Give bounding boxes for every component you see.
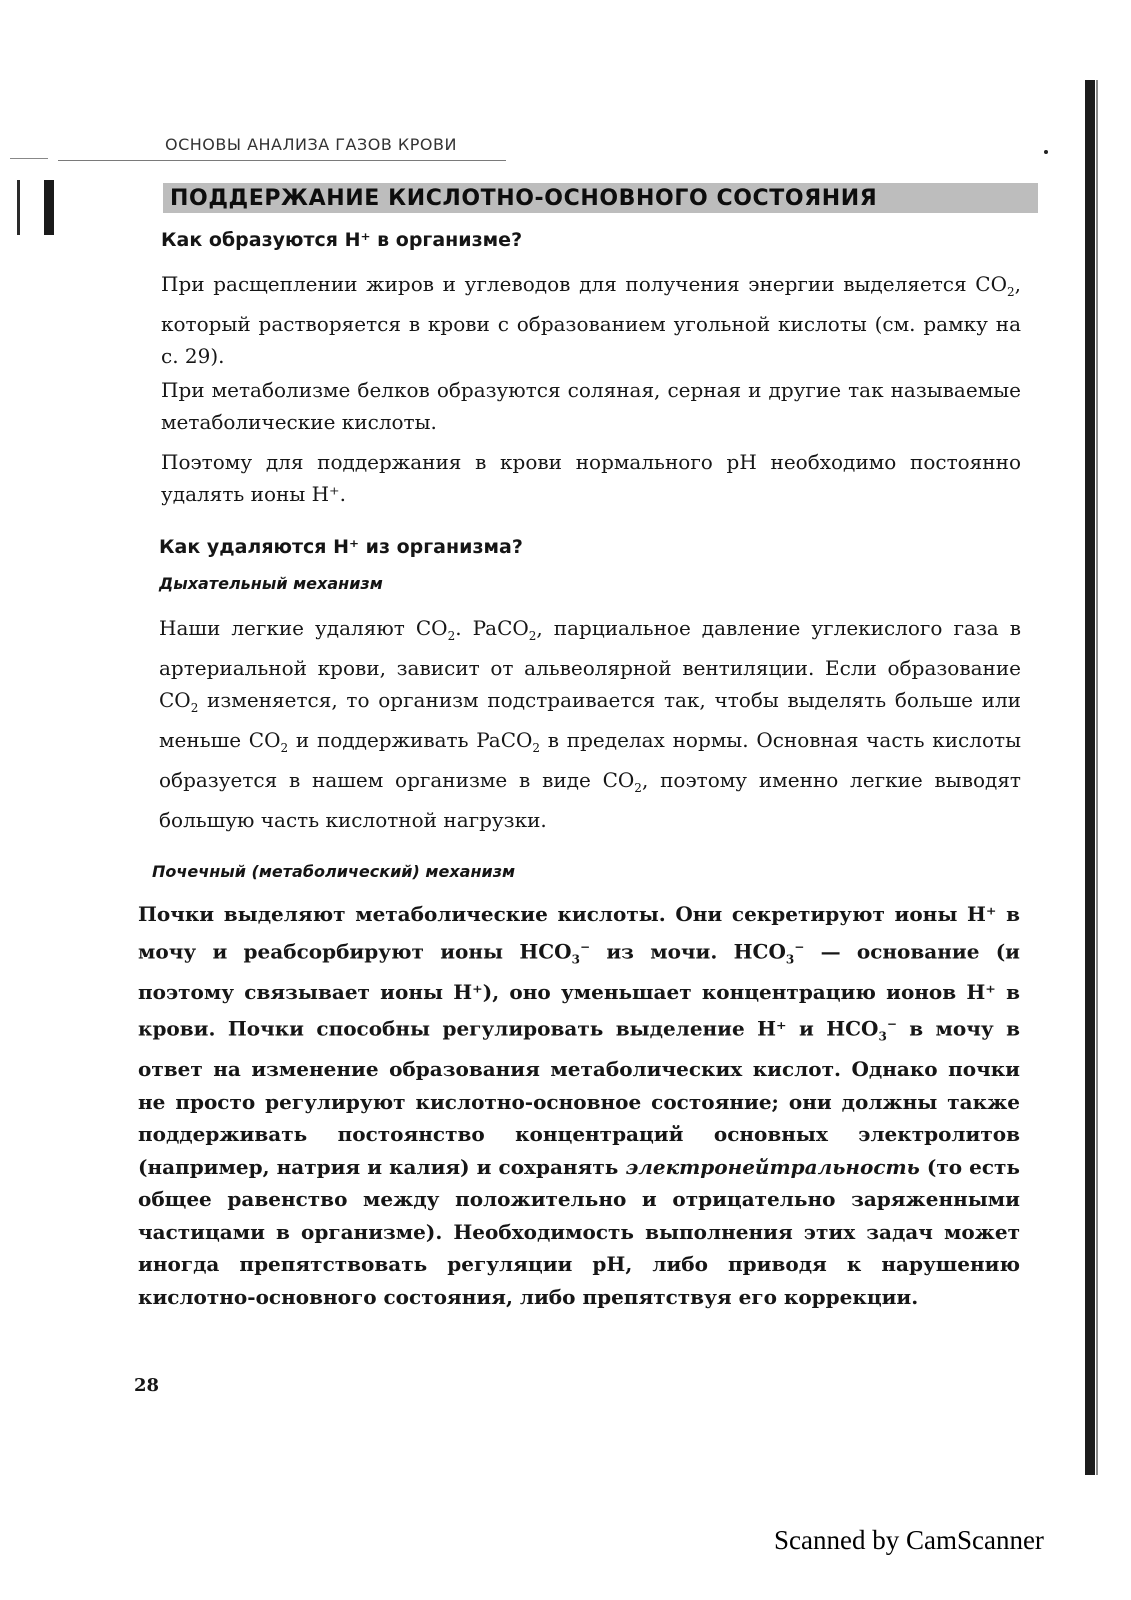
page-number: 28 [134,1375,160,1396]
paragraph-respiratory: Наши легкие удаляют $CO_2$. PaCO$_2$, парциальное давление углекислого газа в артериальной крови, зависит от альвеолярной вентиляции. Если образование $CO_2$ изменяется, то организм подстраивается так, чтобы выделять больше или меньше $CO_2$ и поддерживать PaCO$_2$ в пределах нормы. Основная часть кислоты образуется в нашем организме в виде $CO_2$, поэтому именно легкие выводят большую часть кислотной нагрузки. [159,616,1021,832]
question-heading-1: Как образуются H⁺ в организме? [161,229,523,251]
margin-bar-thick [44,180,54,235]
page-edge-shadow [1085,80,1095,1475]
paragraph-1: При расщеплении жиров и углеводов для получения энергии выделяется $CO_2$, который растворяется в крови с образованием угольной кислоты (см. рамку на с. 29). [161,272,1021,368]
scanner-watermark: Scanned by CamScanner [774,1525,1044,1555]
running-head: ОСНОВЫ АНАЛИЗА ГАЗОВ КРОВИ [165,135,457,154]
paragraph-2: При метаболизме белков образуются соляная, серная и другие так называемые метаболические кислоты. [161,378,1021,434]
paragraph-3: Поэтому для поддержания в крови нормального pH необходимо постоянно удалять ионы H⁺. [161,450,1021,506]
subheading-respiratory: Дыхательный механизм [159,574,383,593]
margin-bar-thin [17,180,20,235]
margin-dash [10,158,48,159]
page-edge-line [1096,80,1098,1475]
stray-dot [1044,150,1048,154]
paragraph-renal: Почки выделяют метаболические кислоты. Они секретируют ионы H⁺ в мочу и реабсорбируют ионы $HCO_3^-$ из мочи. $HCO_3^-$ — основание (и поэтому связывает ионы H⁺), оно уменьшает концентрацию ионов H⁺ в крови. Почки способны регулировать выделение H⁺ и $HCO_3^-$ в мочу в ответ на изменение образования метаболических кислот. Однако почки не просто регулируют кислотно-основное состояние; они должны также поддерживать постоянство концентраций основных электролитов (например, натрия и калия) и сохранять электронейтральность (то есть общее равенство между положительно и отрицательно заряженными частицами в организме). Необходимость выполнения этих задач может иногда препятствовать регуляции pH, либо приводя к нарушению кислотно-основного состояния, либо препятствуя его коррекции. [138,902,1021,1309]
question-heading-2: Как удаляются H⁺ из организма? [159,536,523,558]
subheading-renal: Почечный (метаболический) механизм [152,862,516,881]
section-title: ПОДДЕРЖАНИЕ КИСЛОТНО-ОСНОВНОГО СОСТОЯНИЯ [170,186,878,211]
running-head-rule [58,160,506,161]
